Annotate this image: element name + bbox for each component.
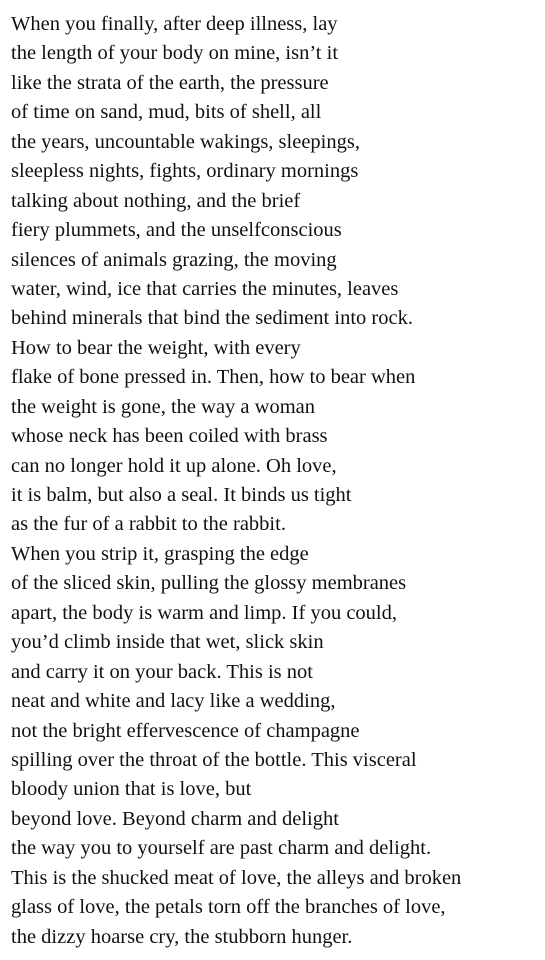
poem-line: This is the shucked meat of love, the alleys and broken [11, 866, 462, 889]
poem-line: of time on sand, mud, bits of shell, all [11, 101, 322, 124]
poem-line: talking about nothing, and the brief [11, 189, 301, 212]
poem-line: apart, the body is warm and limp. If you could, [11, 601, 397, 624]
poem-line: neat and white and lacy like a wedding, [11, 690, 336, 713]
poem-line: spilling over the throat of the bottle. This visceral [11, 748, 417, 771]
poem-line: not the bright effervescence of champagne [11, 719, 360, 742]
poem-text [11, 10, 541, 952]
poem-line: flake of bone pressed in. Then, how to bear when [11, 366, 416, 389]
poem-line: like the strata of the earth, the pressure [11, 71, 329, 94]
poem-line: the dizzy hoarse cry, the stubborn hunger. [11, 925, 353, 948]
poem-line: of the sliced skin, pulling the glossy membranes [11, 572, 407, 595]
poem-line: beyond love. Beyond charm and delight [11, 807, 339, 830]
poem-line: When you strip it, grasping the edge [11, 542, 309, 565]
poem-line: you’d climb inside that wet, slick skin [11, 631, 324, 654]
poem-line: it is balm, but also a seal. It binds us tight [11, 484, 352, 506]
poem-line: silences of animals grazing, the moving [11, 248, 337, 271]
poem-line: sleepless nights, fights, ordinary mornings [11, 160, 359, 183]
poem-line: the years, uncountable wakings, sleepings, [11, 130, 360, 153]
poem-line: bloody union that is love, but [11, 778, 252, 801]
poem-line: How to bear the weight, with every [11, 336, 301, 359]
poem-line: the way you to yourself are past charm and delight. [11, 837, 432, 860]
poem-line: fiery plummets, and the unselfconscious [11, 219, 342, 242]
poem-line: water, wind, ice that carries the minutes, leaves [11, 277, 399, 300]
poem-line: behind minerals that bind the sediment into rock. [11, 307, 413, 330]
poem-line: glass of love, the petals torn off the branches of love, [11, 896, 446, 919]
poem-line: whose neck has been coiled with brass [11, 425, 328, 448]
poem-line: as the fur of a rabbit to the rabbit. [11, 513, 286, 536]
poem-line: the length of your body on mine, isn’t it [11, 42, 339, 65]
poem-line: and carry it on your back. This is not [11, 660, 313, 683]
poem-line: When you finally, after deep illness, lay [11, 13, 338, 35]
poem-line: the weight is gone, the way a woman [11, 395, 316, 418]
poem-line: can no longer hold it up alone. Oh love, [11, 454, 337, 477]
